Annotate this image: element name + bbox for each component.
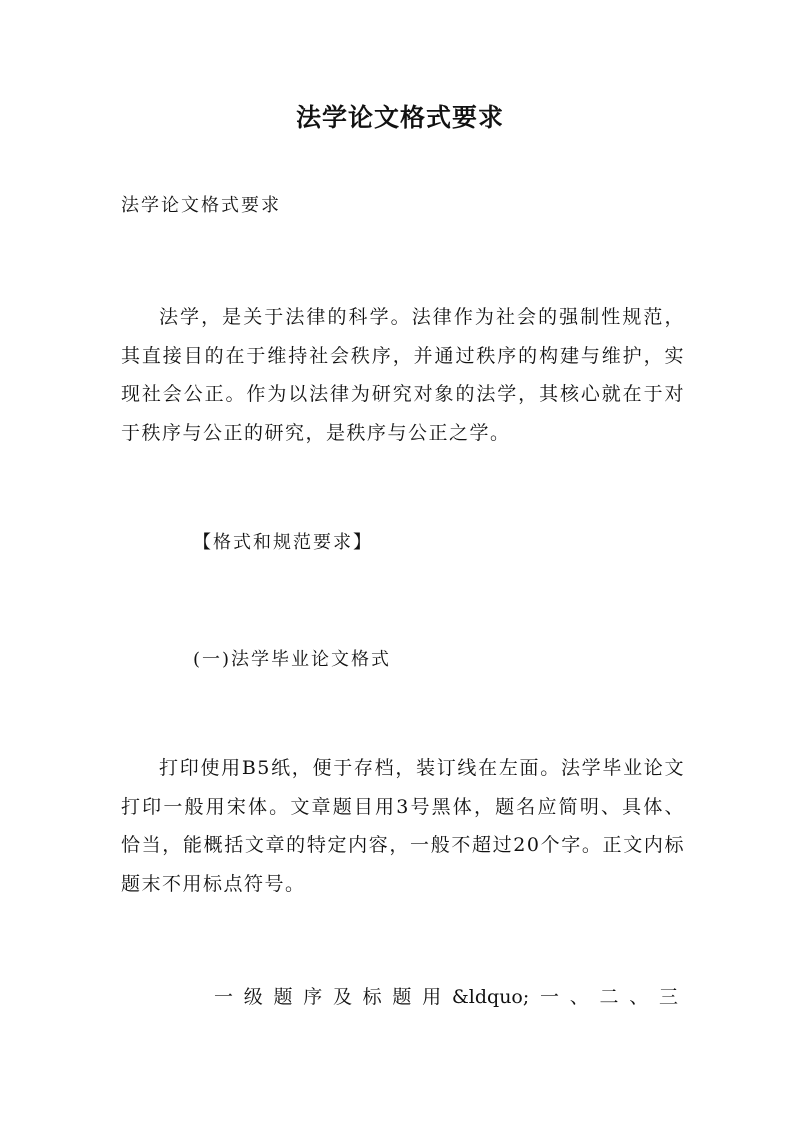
section-heading: 【格式和规范要求】 — [193, 532, 373, 553]
subsection-heading: (一)法学毕业论文格式 — [193, 649, 392, 670]
document-title: 法学论文格式要求 — [295, 103, 504, 132]
levels-paragraph-start: 一 级 题 序 及 标 题 用 &ldquo; 一 、 二 、 三 — [214, 986, 678, 1008]
document-subtitle: 法学论文格式要求 — [121, 195, 281, 216]
format-paragraph: 打印使用B5纸，便于存档，装订线在左面。法学毕业论文打印一般用宋体。文章题目用3号黑体，题名应简明、具体、恰当，能概括文章的特定内容，一般不超过20个字。正文内标题末不用标点符号。 — [121, 757, 685, 895]
intro-paragraph: 法学，是关于法律的科学。法律作为社会的强制性规范，其直接目的在于维持社会秩序，并通过秩序的构建与维护，实现社会公正。作为以法律为研究对象的法学，其核心就在于对于秩序与公正的研究，是秩序与公正之学。 — [121, 306, 685, 444]
